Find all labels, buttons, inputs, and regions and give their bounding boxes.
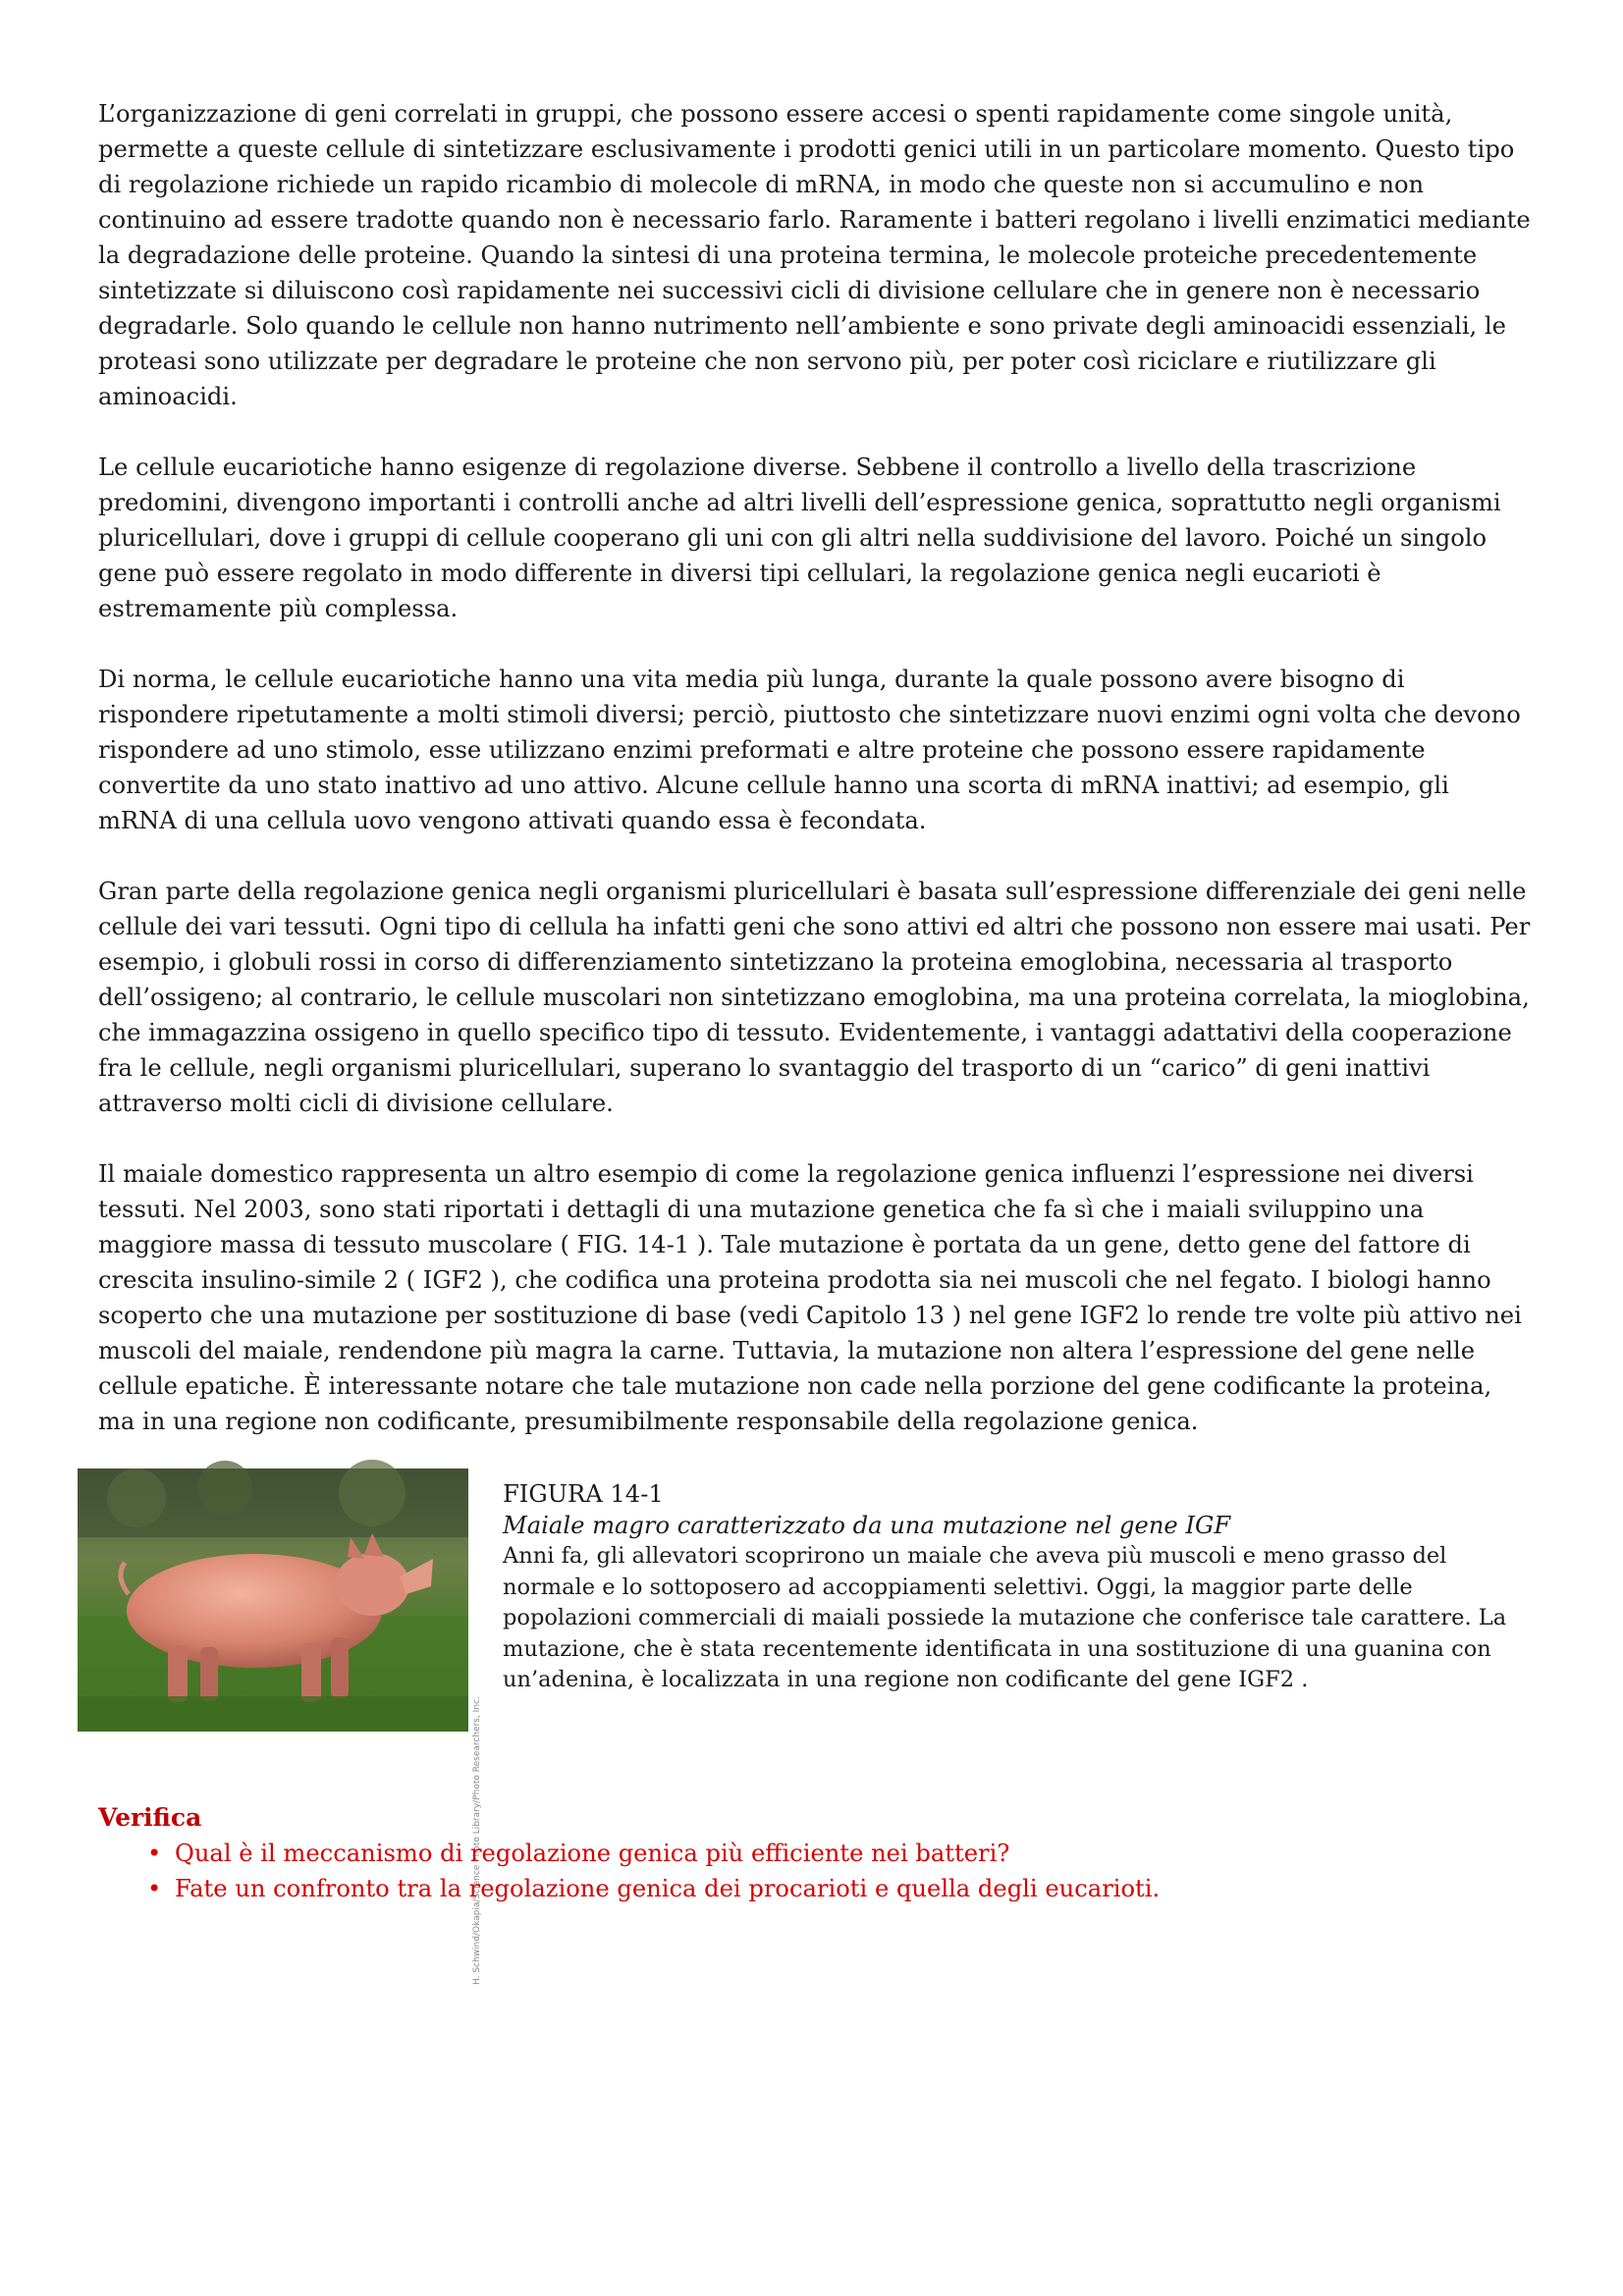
verifica-title: Verifica [98, 1803, 202, 1832]
page-content [98, 96, 1532, 1985]
figure-label: FIGURA 14-1 [503, 1480, 664, 1508]
body-paragraph: Di norma, le cellule eucariotiche hanno una vita media più lunga, durante la quale possono avere bisogno di rispondere ripetutamente a molti stimoli diversi; perciò, piuttosto che sintetizzare nuovi enzimi ogni volta che devono rispondere ad uno stimolo, esse utilizzano enzimi preformati e altre proteine che possono essere rapidamente convertite da uno stato inattivo ad uno attivo. Alcune cellule hanno una scorta di mRNA inattivi; ad esempio, gli mRNA di una cellula uovo vengono attivati quando essa è fecondata. [98, 666, 1521, 834]
verifica-section [98, 1800, 1532, 1906]
verifica-item: • Fate un confronto tra la regolazione genica dei procarioti e quella degli eucarioti. [147, 1871, 1532, 1906]
verifica-list [98, 1836, 1532, 1906]
photo-credit: H. Schwind/Okapia/Science Photo Library/Photo Researchers, Inc. [472, 1696, 482, 1985]
figure-subtitle: Maiale magro caratterizzato da una mutazione nel gene IGF [503, 1512, 1231, 1539]
body-paragraph: Il maiale domestico rappresenta un altro esempio di come la regolazione genica influenzi l’espressione nei diversi tessuti. Nel 2003, sono stati riportati i dettagli di una mutazione genetica che fa sì che i maiali sviluppino una maggiore massa di tessuto muscolare ( FIG. 14-1 ). Tale mutazione è portata da un gene, detto gene del fattore di crescita insulino-simile 2 ( IGF2 ), che codifica una proteina prodotta sia nei muscoli che nel fegato. I biologi hanno scoperto che una mutazione per sostituzione di base (vedi Capitolo 13 ) nel gene IGF2 lo rende tre volte più attivo nei muscoli del maiale, rendendone più magra la carne. Tuttavia, la mutazione non altera l’espressione del gene nelle cellule epatiche. È interessante notare che tale mutazione non cade nella porzione del gene codificante la proteina, ma in una regione non codificante, presumibilmente responsabile della regolazione genica. [98, 1160, 1522, 1435]
pig-photo [78, 1468, 468, 1732]
bullet-icon: • [147, 1840, 162, 1867]
figure-caption [503, 1478, 1543, 1696]
body-paragraph: Gran parte della regolazione genica negli organismi pluricellulari è basata sull’espressione differenziale dei geni nelle cellule dei vari tessuti. Ogni tipo di cellula ha infatti geni che sono attivi ed altri che possono non essere mai usati. Per esempio, i globuli rossi in corso di differenziamento sintetizzano la proteina emoglobina, necessaria al trasporto dell’ossigeno; al contrario, le cellule muscolari non sintetizzano emoglobina, ma una proteina correlata, la mioglobina, che immagazzina ossigeno in quello specifico tipo di tessuto. Evidentemente, i vantaggi adattativi della cooperazione fra le cellule, negli organismi pluricellulari, superano lo svantaggio del trasporto di un “carico” di geni inattivi attraverso molti cicli di divisione cellulare. [98, 878, 1531, 1117]
figure-caption-text: Anni fa, gli allevatori scoprirono un maiale che aveva più muscoli e meno grasso del normale e lo sottoposero ad accoppiamenti selettivi. Oggi, la maggior parte delle popolazioni commerciali di maiali possiede la mutazione che conferisce tale carattere. La mutazione, che è stata recentemente identificata in una sostituzione di una guanina con un’adenina, è localizzata in una regione non codificante del gene IGF2 . [503, 1543, 1507, 1692]
verifica-item: • Qual è il meccanismo di regolazione genica più efficiente nei batteri? [147, 1836, 1532, 1871]
bullet-icon: • [147, 1875, 162, 1902]
body-paragraph: L’organizzazione di geni correlati in gruppi, che possono essere accesi o spenti rapidamente come singole unità, permette a queste cellule di sintetizzare esclusivamente i prodotti genici utili in un particolare momento. Questo tipo di regolazione richiede un rapido ricambio di molecole di mRNA, in modo che queste non si accumulino e non continuino ad essere tradotte quando non è necessario farlo. Raramente i batteri regolano i livelli enzimatici mediante la degradazione delle proteine. Quando la sintesi di una proteina termina, le molecole proteiche precedentemente sintetizzate si diluiscono così rapidamente nei successivi cicli di divisione cellulare che in genere non è necessario degradarle. Solo quando le cellule non hanno nutrimento nell’ambiente e sono private degli aminoacidi essenziali, le proteasi sono utilizzate per degradare le proteine che non servono più, per poter così riciclare e riutilizzare gli aminoacidi. [98, 100, 1531, 410]
body-paragraph: Le cellule eucariotiche hanno esigenze di regolazione diverse. Sebbene il controllo a livello della trascrizione predomini, divengono importanti i controlli anche ad altri livelli dell’espressione genica, soprattutto negli organismi pluricellulari, dove i gruppi di cellule cooperano gli uni con gli altri nella suddivisione del lavoro. Poiché un singolo gene può essere regolato in modo differente in diversi tipi cellulari, la regolazione genica negli eucarioti è estremamente più complessa. [98, 454, 1501, 622]
